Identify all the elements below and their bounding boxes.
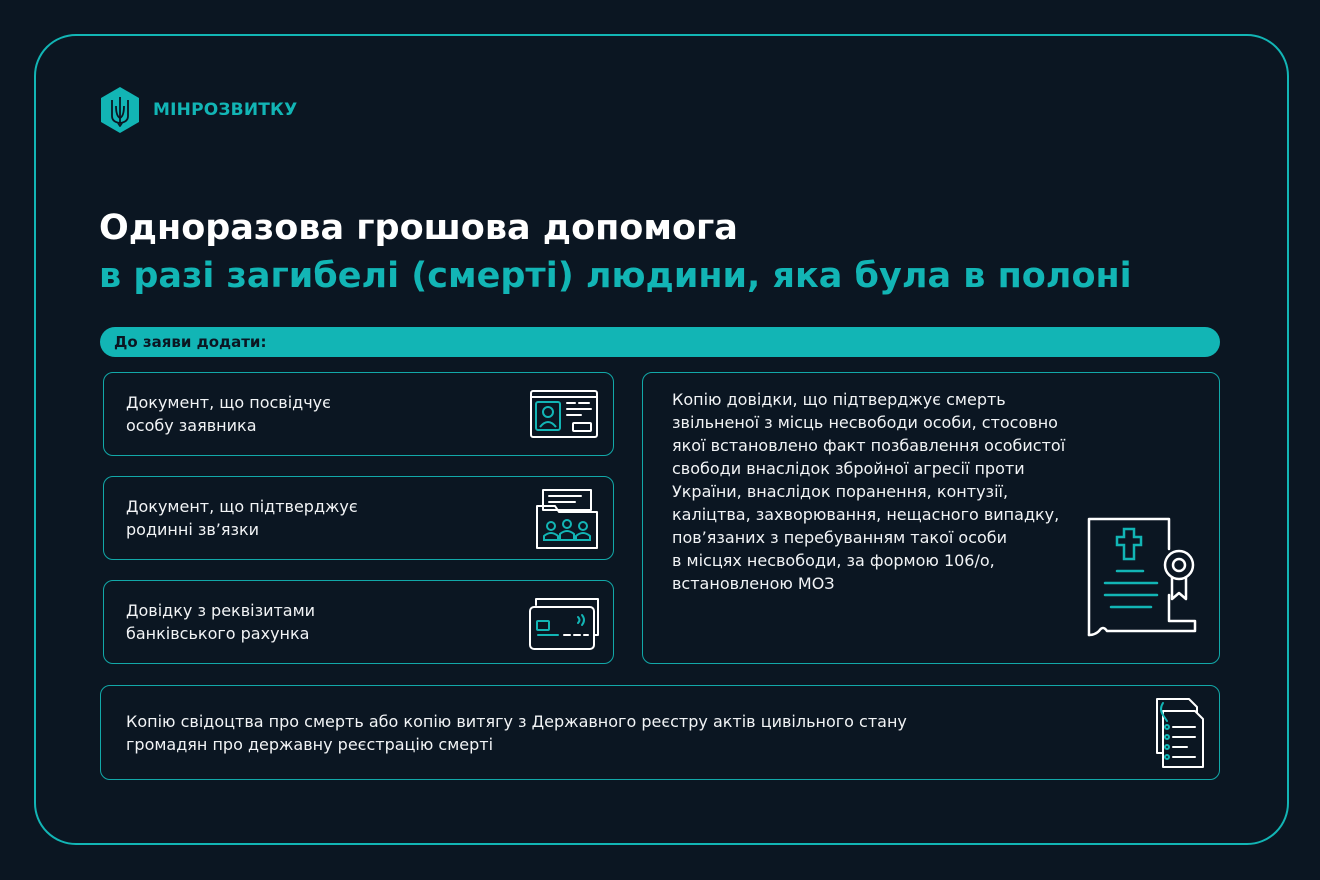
card-applicant-id: [103, 372, 614, 456]
card-death-record-extract: [100, 685, 1220, 780]
id-card-icon: [529, 389, 599, 439]
bank-card-icon: [528, 595, 602, 651]
brand-name: МІНРОЗВИТКУ: [153, 100, 298, 120]
trident-hexagon-icon: [99, 86, 141, 134]
card-text: Копію довідки, що підтверджує смерть звільненої з місць несвободи особи, стосовно якої встановлено факт позбавлення особистої свободи внаслідок збройної агресії проти України, внаслідок поранення, контузії, каліцтва, захворювання, нещасного випадку, пов’язаних з перебуванням такої особи в місцях несвободи, за формою 106/о, встановленою МОЗ: [672, 390, 1066, 593]
family-folder-icon: [535, 488, 599, 550]
card-death-certificate-106: [642, 372, 1220, 664]
section-label: До заяви додати:: [114, 333, 267, 351]
page-subtitle: в разі загибелі (смерті) людини, яка була в полоні: [99, 256, 1132, 296]
logo: [99, 86, 297, 134]
card-text: Копію свідоцтва про смерть або копію витягу з Державного реєстру актів цивільного стану громадян про державну реєстрацію смерті: [126, 712, 907, 754]
section-header: [100, 327, 1220, 357]
page-title: Одноразова грошова допомога: [99, 208, 738, 248]
card-bank-details: [103, 580, 614, 664]
card-text: Довідку з реквізитами банківського рахунка: [126, 601, 316, 643]
card-family-ties: [103, 476, 614, 560]
card-text: Документ, що посвідчує особу заявника: [126, 393, 331, 435]
death-certificate-icon: [1085, 515, 1197, 639]
card-text: Документ, що підтверджує родинні зв’язки: [126, 497, 358, 539]
documents-stack-icon: [1153, 697, 1205, 769]
